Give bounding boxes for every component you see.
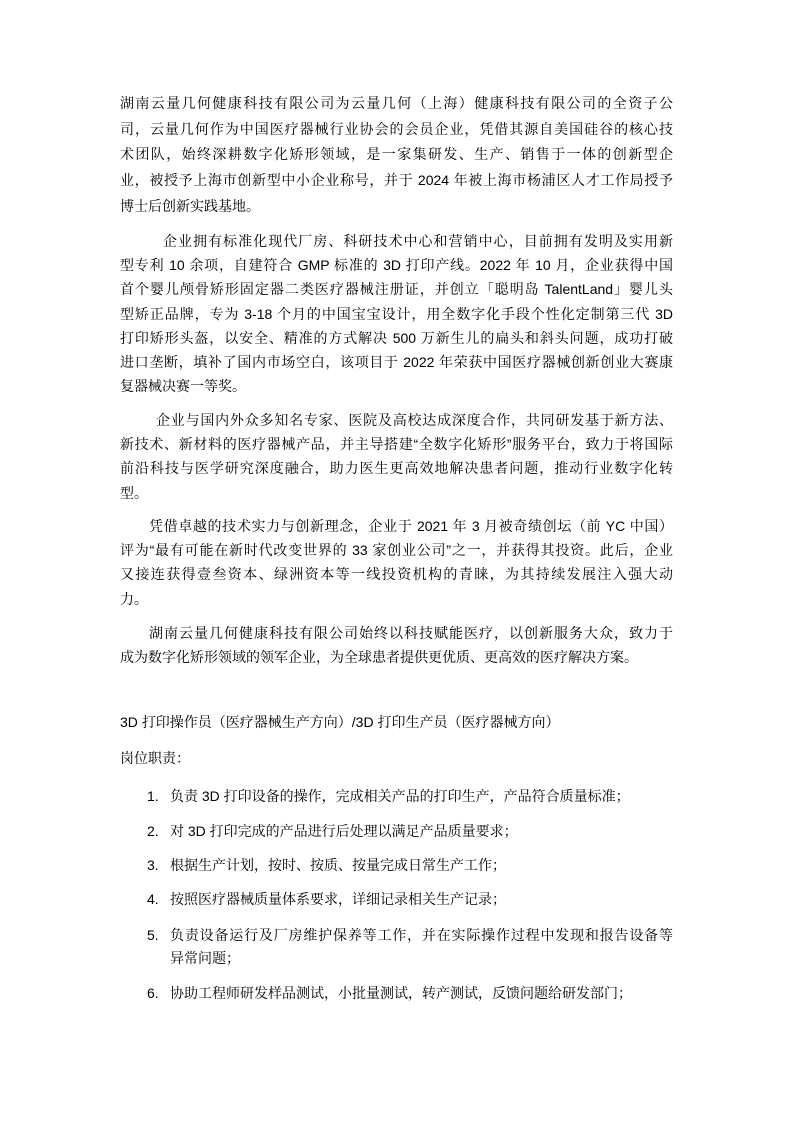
text-line: 企业拥有标准化现代厂房、科研技术中心和营销中心，目前拥有发明及实用新 bbox=[163, 233, 673, 249]
duty-text-line: 按照医疗器械质量体系要求，详细记录相关生产记录； bbox=[170, 891, 506, 907]
text-line: 湖南云量几何健康科技有限公司为云量几何（上海）健康科技有限公司的全资子公 bbox=[120, 95, 673, 111]
text-line: 力。 bbox=[120, 590, 148, 607]
duty-text-line: 对 3D 打印完成的产品进行后处理以满足产品质量要求； bbox=[170, 823, 518, 839]
duty-item-2 bbox=[120, 819, 673, 843]
duty-item-6 bbox=[120, 981, 673, 1005]
text-line: 型矫正品牌，专为 3-18 个月的中国宝宝设计，用全数字化手段个性化定制第三代 3D bbox=[120, 305, 673, 322]
text-line: 打印矫形头盔，以安全、精准的方式解决 500 万新生儿的扁头和斜头问题，成功打破 bbox=[120, 329, 673, 346]
job-title: 3D 打印操作员（医疗器械生产方向）/3D 打印生产员（医疗器械方向） bbox=[120, 714, 560, 730]
duty-number: 3. bbox=[147, 857, 159, 873]
paragraph-facilities-products bbox=[120, 229, 673, 398]
text-line: 又接连获得壹叁资本、绿洲资本等一线投资机构的青睐，为其持续发展注入强大动 bbox=[120, 566, 673, 583]
duty-item-1 bbox=[120, 784, 673, 808]
duty-text-line: 协助工程师研发样品测试，小批量测试，转产测试，反馈问题给研发部门； bbox=[170, 985, 632, 1001]
text-line: 企业与国内外众多知名专家、医院及高校达成深度合作，共同研发基于新方法、 bbox=[156, 412, 673, 428]
duty-text-line: 负责设备运行及厂房维护保养等工作，并在实际操作过程中发现和报告设备等 bbox=[170, 926, 673, 943]
paragraph-mission bbox=[120, 621, 673, 669]
text-line: 前沿科技与医学研究深度融合，助力医生更高效地解决患者问题，推动行业数字化转 bbox=[120, 460, 673, 477]
duty-text-line: 根据生产计划，按时、按质、按量完成日常生产工作； bbox=[170, 857, 506, 873]
text-line: 复器械决赛一等奖。 bbox=[120, 378, 246, 395]
duties-heading: 岗位职责： bbox=[120, 750, 190, 766]
text-line: 博士后创新实践基地。 bbox=[120, 197, 260, 214]
duty-number: 5. bbox=[147, 926, 159, 943]
text-line: 成为数字化矫形领域的领军企业，为全球患者提供更优质、更高效的医疗解决方案。 bbox=[120, 649, 638, 666]
duty-item-4 bbox=[120, 887, 673, 911]
text-line: 新技术、新材料的医疗器械产品，并主导搭建“全数字化矫形”服务平台，致力于将国际 bbox=[120, 436, 673, 453]
duty-number: 1. bbox=[147, 788, 159, 804]
duty-number: 6. bbox=[147, 985, 159, 1001]
text-line: 型。 bbox=[120, 484, 148, 501]
paragraph-investment bbox=[120, 514, 673, 611]
paragraph-company-overview bbox=[120, 91, 673, 220]
text-line: 进口垄断，填补了国内市场空白，该项目于 2022 年荣获中国医疗器械创新创业大赛康 bbox=[120, 354, 673, 371]
text-line: 凭借卓越的技术实力与创新理念，企业于 2021 年 3 月被奇绩创坛（前 YC 中国） bbox=[149, 518, 673, 534]
text-line: 术团队，始终深耕数字化矫形领域，是一家集研发、生产、销售于一体的创新型企 bbox=[120, 146, 673, 163]
paragraph-partnerships bbox=[120, 408, 673, 505]
text-line: 司，云量几何作为中国医疗器械行业协会的会员企业，凭借其源自美国硅谷的核心技 bbox=[120, 120, 673, 137]
duty-number: 4. bbox=[147, 891, 159, 907]
text-line: 首个婴儿颅骨矫形固定器二类医疗器械注册证，并创立「聪明岛 TalentLand」婴儿头 bbox=[120, 281, 673, 298]
duty-number: 2. bbox=[147, 823, 159, 839]
duty-item-3 bbox=[120, 853, 673, 877]
text-line: 型专利 10 余项，自建符合 GMP 标准的 3D 打印产线。2022 年 10 月，企业获得中国 bbox=[120, 257, 673, 274]
text-line: 湖南云量几何健康科技有限公司始终以科技赋能医疗，以创新服务大众，致力于 bbox=[149, 625, 673, 641]
duty-text-line: 负责 3D 打印设备的操作，完成相关产品的打印生产，产品符合质量标准； bbox=[170, 788, 630, 804]
text-line: 业，被授予上海市创新型中小企业称号，并于 2024 年被上海市杨浦区人才工作局授予 bbox=[120, 172, 673, 189]
duty-text-line: 异常问题； bbox=[170, 949, 240, 966]
duty-item-5 bbox=[120, 924, 673, 970]
text-line: 评为“最有可能在新时代改变世界的 33 家创业公司”之一，并获得其投资。此后，企业 bbox=[120, 542, 673, 559]
